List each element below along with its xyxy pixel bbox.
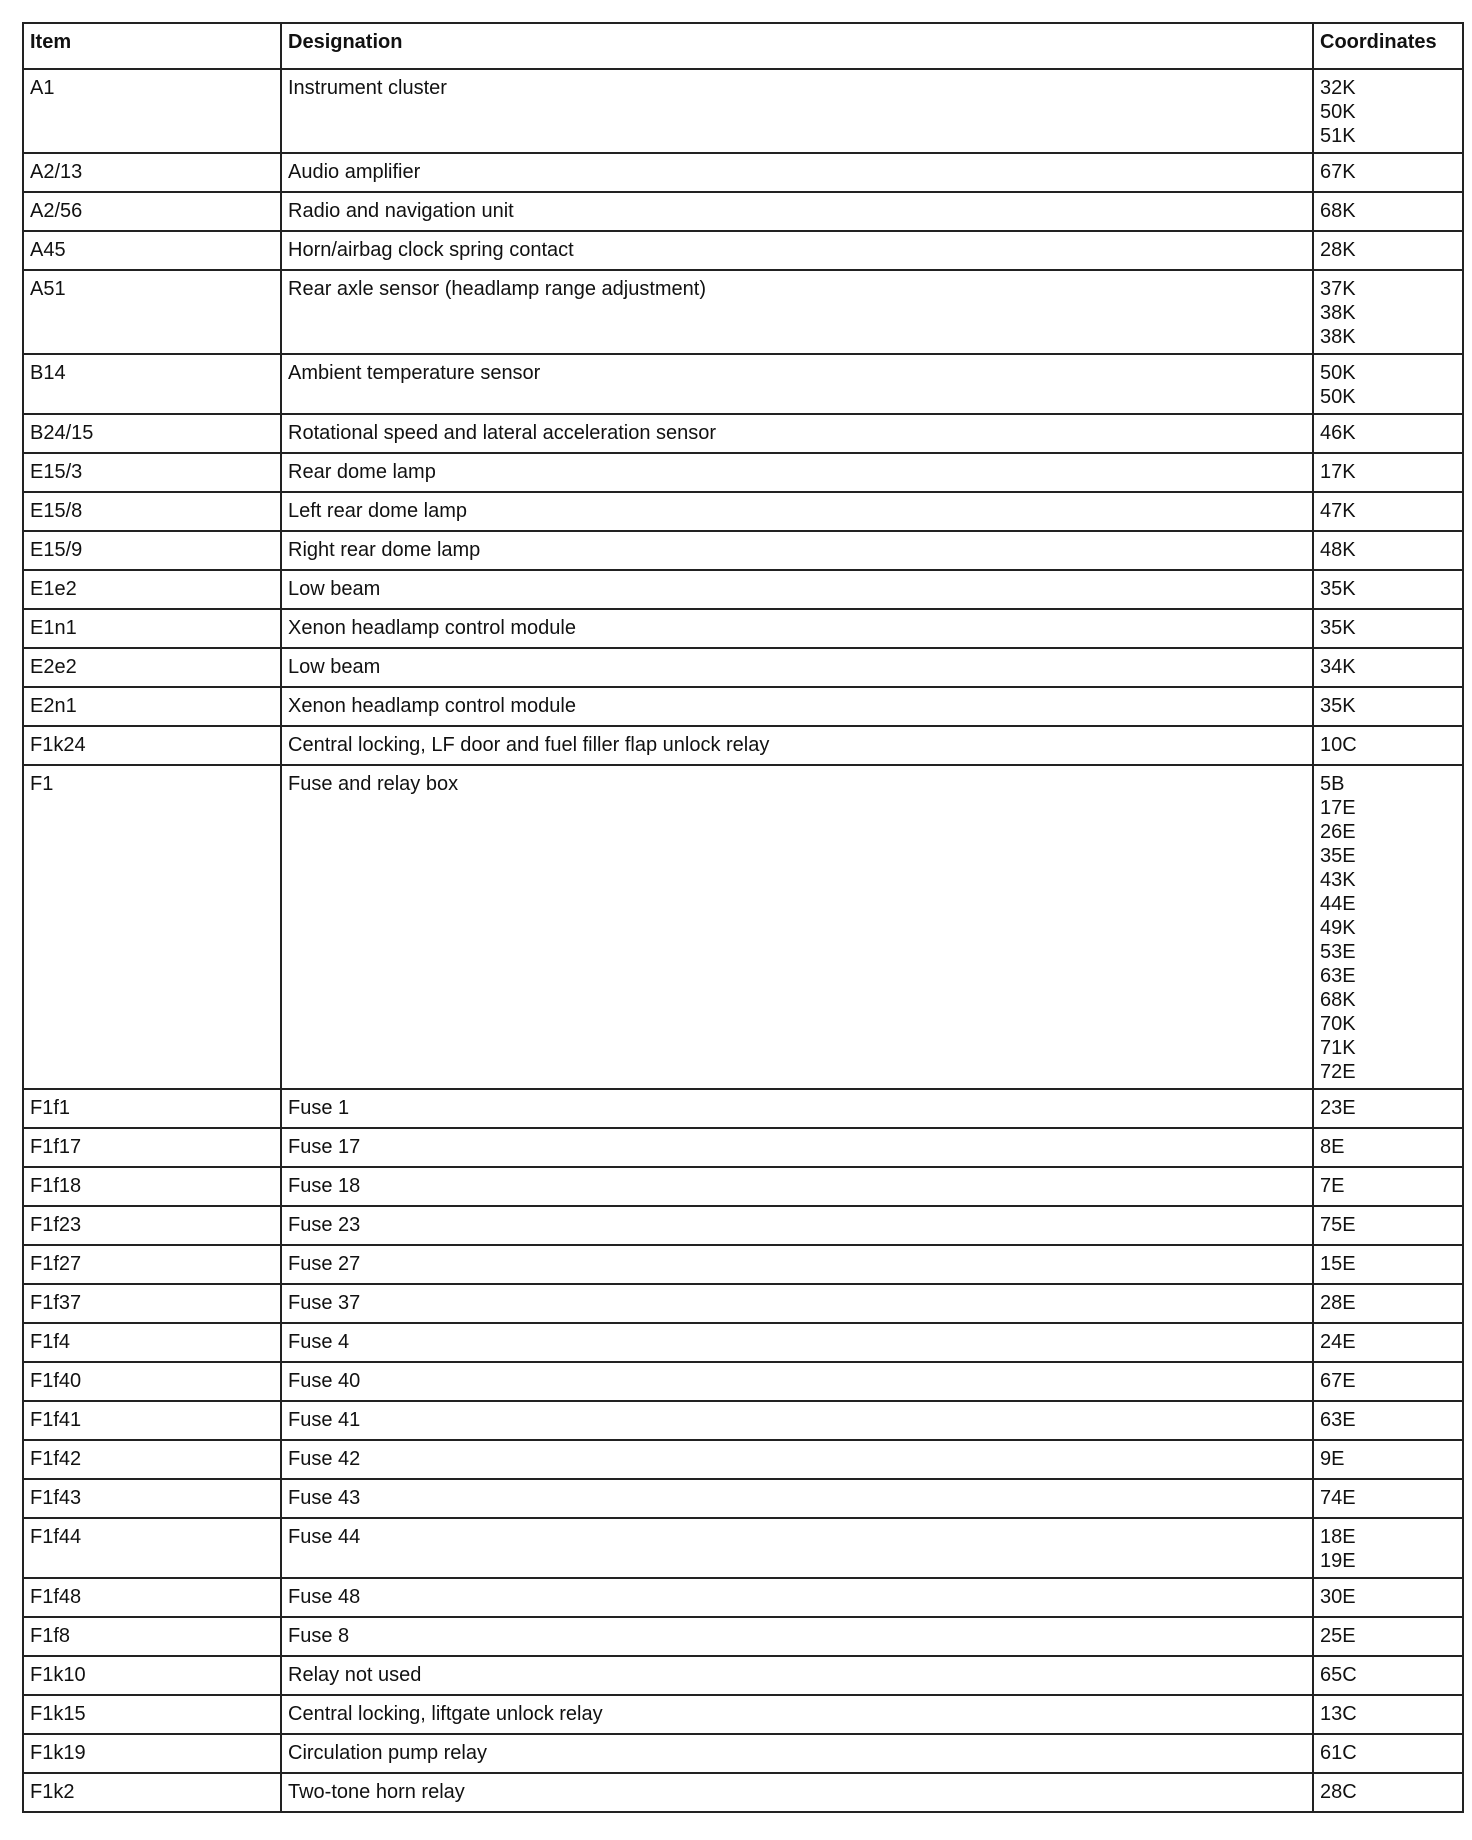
table-row (23, 1578, 1463, 1617)
coordinate-value: 63E (1320, 1409, 1356, 1431)
table-row (23, 1401, 1463, 1440)
coordinates-cell (1313, 1479, 1463, 1518)
designation-cell: Fuse 17 (281, 1128, 1313, 1167)
item-cell: F1k24 (23, 726, 281, 765)
table-header-row (23, 23, 1463, 69)
coordinate-value: 28E (1320, 1292, 1356, 1314)
designation-cell: Fuse 18 (281, 1167, 1313, 1206)
coordinate-value: 28K (1320, 239, 1356, 261)
designation-cell: Fuse 40 (281, 1362, 1313, 1401)
coordinate-value: 71K (1320, 1037, 1356, 1059)
designation-cell: Two-tone horn relay (281, 1773, 1313, 1812)
item-cell: E1e2 (23, 570, 281, 609)
designation-cell: Fuse 4 (281, 1323, 1313, 1362)
item-cell: F1f40 (23, 1362, 281, 1401)
coordinate-value: 47K (1320, 500, 1356, 522)
coordinates-cell (1313, 1617, 1463, 1656)
designation-cell: Circulation pump relay (281, 1734, 1313, 1773)
item-cell: F1f17 (23, 1128, 281, 1167)
coordinate-value: 51K (1320, 125, 1356, 147)
coordinate-value: 5B (1320, 773, 1345, 795)
coordinate-value: 15E (1320, 1253, 1356, 1275)
coordinate-value: 44E (1320, 893, 1356, 915)
item-cell: F1k2 (23, 1773, 281, 1812)
coordinates-cell (1313, 1245, 1463, 1284)
table-row (23, 231, 1463, 270)
item-cell: B24/15 (23, 414, 281, 453)
item-cell: F1f23 (23, 1206, 281, 1245)
coordinate-value: 37K (1320, 278, 1356, 300)
item-cell: F1f4 (23, 1323, 281, 1362)
coordinate-value: 35K (1320, 578, 1356, 600)
coordinate-value: 68K (1320, 989, 1356, 1011)
table-row (23, 1323, 1463, 1362)
item-cell: F1f48 (23, 1578, 281, 1617)
coordinate-value: 43K (1320, 869, 1356, 891)
coordinate-value: 68K (1320, 200, 1356, 222)
coordinates-cell (1313, 609, 1463, 648)
coordinate-value: 35K (1320, 695, 1356, 717)
coordinates-cell (1313, 648, 1463, 687)
item-cell: F1f18 (23, 1167, 281, 1206)
designation-cell: Left rear dome lamp (281, 492, 1313, 531)
designation-cell: Xenon headlamp control module (281, 687, 1313, 726)
item-cell: F1f43 (23, 1479, 281, 1518)
table-row (23, 453, 1463, 492)
item-cell: F1k19 (23, 1734, 281, 1773)
coordinate-value: 35E (1320, 845, 1356, 867)
table-row (23, 1206, 1463, 1245)
coordinates-cell (1313, 1695, 1463, 1734)
table-row (23, 531, 1463, 570)
item-cell: F1f27 (23, 1245, 281, 1284)
coordinates-cell (1313, 69, 1463, 153)
coordinate-value: 24E (1320, 1331, 1356, 1353)
table-row (23, 192, 1463, 231)
table-row (23, 1362, 1463, 1401)
coordinate-value: 23E (1320, 1097, 1356, 1119)
coordinate-value: 30E (1320, 1586, 1356, 1608)
coordinates-cell (1313, 1206, 1463, 1245)
designation-cell: Fuse 8 (281, 1617, 1313, 1656)
coordinate-value: 50K (1320, 362, 1356, 384)
table-row (23, 570, 1463, 609)
coordinates-cell (1313, 1656, 1463, 1695)
coordinate-value: 61C (1320, 1742, 1357, 1764)
designation-cell: Fuse 37 (281, 1284, 1313, 1323)
header-item: Item (23, 23, 281, 69)
table-row (23, 1734, 1463, 1773)
designation-cell: Fuse 44 (281, 1518, 1313, 1578)
designation-cell: Central locking, liftgate unlock relay (281, 1695, 1313, 1734)
table-row (23, 1773, 1463, 1812)
designation-cell: Low beam (281, 570, 1313, 609)
coordinates-cell (1313, 1773, 1463, 1812)
coordinate-value: 50K (1320, 386, 1356, 408)
table-row (23, 726, 1463, 765)
item-cell: A51 (23, 270, 281, 354)
item-cell: A2/56 (23, 192, 281, 231)
component-table-wrapper (22, 22, 1462, 1813)
coordinate-value: 7E (1320, 1175, 1345, 1197)
table-row (23, 69, 1463, 153)
coordinate-value: 53E (1320, 941, 1356, 963)
coordinates-cell (1313, 1578, 1463, 1617)
coordinate-value: 8E (1320, 1136, 1345, 1158)
coordinate-value: 17K (1320, 461, 1356, 483)
coordinates-cell (1313, 153, 1463, 192)
item-cell: A45 (23, 231, 281, 270)
coordinate-value: 25E (1320, 1625, 1356, 1647)
coordinates-cell (1313, 1128, 1463, 1167)
coordinates-cell (1313, 270, 1463, 354)
table-row (23, 1245, 1463, 1284)
item-cell: F1f1 (23, 1089, 281, 1128)
designation-cell: Fuse 43 (281, 1479, 1313, 1518)
table-row (23, 414, 1463, 453)
designation-cell: Rotational speed and lateral acceleration sensor (281, 414, 1313, 453)
coordinate-value: 65C (1320, 1664, 1357, 1686)
designation-cell: Central locking, LF door and fuel filler flap unlock relay (281, 726, 1313, 765)
designation-cell: Fuse 1 (281, 1089, 1313, 1128)
table-row (23, 354, 1463, 414)
coordinate-value: 35K (1320, 617, 1356, 639)
coordinates-cell (1313, 1362, 1463, 1401)
header-coordinates: Coordinates (1313, 23, 1463, 69)
designation-cell: Fuse and relay box (281, 765, 1313, 1089)
table-row (23, 1167, 1463, 1206)
item-cell: E1n1 (23, 609, 281, 648)
coordinate-value: 28C (1320, 1781, 1357, 1803)
coordinates-cell (1313, 1734, 1463, 1773)
table-row (23, 492, 1463, 531)
coordinates-cell (1313, 1440, 1463, 1479)
coordinates-cell (1313, 1089, 1463, 1128)
coordinate-value: 38K (1320, 302, 1356, 324)
designation-cell: Ambient temperature sensor (281, 354, 1313, 414)
coordinate-value: 72E (1320, 1061, 1356, 1083)
table-row (23, 270, 1463, 354)
item-cell: B14 (23, 354, 281, 414)
table-row (23, 1479, 1463, 1518)
designation-cell: Rear axle sensor (headlamp range adjustment) (281, 270, 1313, 354)
table-row (23, 1656, 1463, 1695)
designation-cell: Right rear dome lamp (281, 531, 1313, 570)
coordinate-value: 32K (1320, 77, 1356, 99)
item-cell: A2/13 (23, 153, 281, 192)
coordinates-cell (1313, 570, 1463, 609)
designation-cell: Fuse 41 (281, 1401, 1313, 1440)
coordinate-value: 19E (1320, 1550, 1356, 1572)
designation-cell: Radio and navigation unit (281, 192, 1313, 231)
item-cell: F1 (23, 765, 281, 1089)
designation-cell: Fuse 48 (281, 1578, 1313, 1617)
table-row (23, 765, 1463, 1089)
table-row (23, 1695, 1463, 1734)
coordinates-cell (1313, 492, 1463, 531)
coordinates-cell (1313, 1401, 1463, 1440)
item-cell: F1f42 (23, 1440, 281, 1479)
coordinate-value: 10C (1320, 734, 1357, 756)
designation-cell: Xenon headlamp control module (281, 609, 1313, 648)
table-row (23, 687, 1463, 726)
coordinates-cell (1313, 453, 1463, 492)
item-cell: E15/8 (23, 492, 281, 531)
coordinate-value: 63E (1320, 965, 1356, 987)
table-row (23, 648, 1463, 687)
designation-cell: Fuse 23 (281, 1206, 1313, 1245)
coordinate-value: 67E (1320, 1370, 1356, 1392)
item-cell: F1f44 (23, 1518, 281, 1578)
item-cell: F1f37 (23, 1284, 281, 1323)
designation-cell: Fuse 42 (281, 1440, 1313, 1479)
coordinate-value: 26E (1320, 821, 1356, 843)
coordinate-value: 34K (1320, 656, 1356, 678)
designation-cell: Rear dome lamp (281, 453, 1313, 492)
table-row (23, 1617, 1463, 1656)
coordinate-value: 17E (1320, 797, 1356, 819)
header-designation: Designation (281, 23, 1313, 69)
table-row (23, 1128, 1463, 1167)
coordinates-cell (1313, 531, 1463, 570)
component-table (22, 22, 1464, 1813)
coordinate-value: 48K (1320, 539, 1356, 561)
item-cell: E2n1 (23, 687, 281, 726)
coordinates-cell (1313, 231, 1463, 270)
coordinate-value: 67K (1320, 161, 1356, 183)
item-cell: F1k15 (23, 1695, 281, 1734)
coordinates-cell (1313, 765, 1463, 1089)
designation-cell: Fuse 27 (281, 1245, 1313, 1284)
coordinate-value: 74E (1320, 1487, 1356, 1509)
coordinate-value: 50K (1320, 101, 1356, 123)
item-cell: E15/3 (23, 453, 281, 492)
coordinates-cell (1313, 192, 1463, 231)
item-cell: F1f41 (23, 1401, 281, 1440)
table-row (23, 1089, 1463, 1128)
designation-cell: Instrument cluster (281, 69, 1313, 153)
coordinates-cell (1313, 1323, 1463, 1362)
coordinates-cell (1313, 687, 1463, 726)
coordinates-cell (1313, 1284, 1463, 1323)
table-row (23, 1284, 1463, 1323)
item-cell: E15/9 (23, 531, 281, 570)
coordinate-value: 70K (1320, 1013, 1356, 1035)
designation-cell: Horn/airbag clock spring contact (281, 231, 1313, 270)
designation-cell: Audio amplifier (281, 153, 1313, 192)
item-cell: F1f8 (23, 1617, 281, 1656)
designation-cell: Low beam (281, 648, 1313, 687)
table-row (23, 153, 1463, 192)
coordinate-value: 38K (1320, 326, 1356, 348)
table-row (23, 1440, 1463, 1479)
coordinates-cell (1313, 726, 1463, 765)
item-cell: F1k10 (23, 1656, 281, 1695)
table-row (23, 1518, 1463, 1578)
table-body (23, 69, 1463, 1812)
coordinates-cell (1313, 354, 1463, 414)
item-cell: E2e2 (23, 648, 281, 687)
coordinate-value: 75E (1320, 1214, 1356, 1236)
coordinate-value: 18E (1320, 1526, 1356, 1548)
coordinates-cell (1313, 1518, 1463, 1578)
coordinates-cell (1313, 1167, 1463, 1206)
coordinate-value: 9E (1320, 1448, 1345, 1470)
item-cell: A1 (23, 69, 281, 153)
coordinate-value: 49K (1320, 917, 1356, 939)
table-row (23, 609, 1463, 648)
designation-cell: Relay not used (281, 1656, 1313, 1695)
coordinates-cell (1313, 414, 1463, 453)
coordinate-value: 13C (1320, 1703, 1357, 1725)
coordinate-value: 46K (1320, 422, 1356, 444)
